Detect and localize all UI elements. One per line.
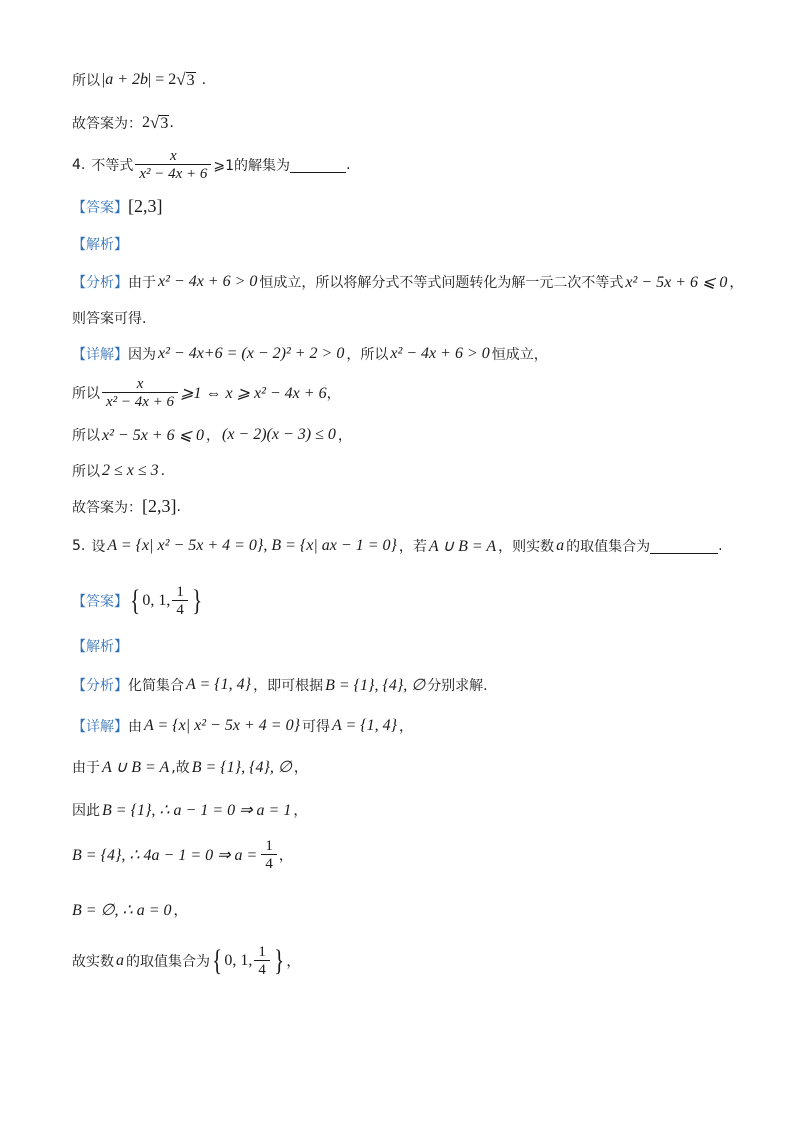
answer-tag: 【答案】 (72, 199, 128, 216)
step-4-3: 所以 2 ≤ x ≤ 3 . (72, 462, 166, 480)
fraction: $\frac{1}{4}$ (254, 944, 270, 978)
fraction: $\frac{1}{4}$ (261, 838, 277, 872)
analysis-5-heading: 【解析】 (72, 639, 128, 655)
step-5-2: 因此 B = {1}, ∴ a − 1 = 0 ⇒ a = 1 ， (72, 802, 308, 819)
analysis-4-cont: 则答案可得. (72, 311, 147, 327)
fraction: $\frac{1}{4}$ (172, 584, 188, 618)
step-5-3: B = {4}, ∴ 4a − 1 = 0 ⇒ a = $\frac{1}{4}$ ， (72, 838, 293, 872)
question-5: 5. 设 A = {x| x² − 5x + 4 = 0}, B = {x| ax − 1 = 0} ，若 A ∪ B = A ，则实数 a 的取值集合为 . (72, 537, 723, 555)
analysis-4-heading: 【解析】 (72, 237, 128, 253)
answer-blank (650, 539, 718, 554)
step-4-1: 所以 $\frac{x}{\text{x² − 4x + 6}}$ ⩾1 ⇔ x ⩾ x² − 4x + 6 ， (72, 376, 341, 410)
step-5-1: 由于 A ∪ B = A ,故 B = {1}, {4}, ∅ ， (72, 759, 308, 776)
line-answer-prev: 故答案为： 2 √ 3 . (72, 113, 174, 132)
step-4-2: 所以 x² − 5x + 6 ⩽ 0 ， (x − 2)(x − 3) ≤ 0 ， (72, 426, 352, 444)
detail-5: 【详解】 由 A = {x| x² − 5x + 4 = 0} 可得 A = {1, 4} ， (72, 717, 414, 735)
answer-blank (290, 158, 346, 173)
answer-5-final: 故实数 a 的取值集合为 { 0, 1, $\frac{1}{4}$ } ， (72, 944, 301, 978)
fraction: $\frac{x}{\text{x² − 4x + 6}}$ (135, 148, 211, 182)
analysis-5: 【分析】 化简集合 A = {1, 4} ，即可根据 B = {1}, {4}, ∅ 分别求解. (72, 676, 488, 694)
vector-expression: a + 2b (105, 71, 148, 88)
line-modulus-result: 所以 | a + 2b | = 2 √ 3 . (72, 70, 207, 89)
answer-4: 【答案】 [2,3] (72, 196, 163, 216)
answer-5: 【答案】 { 0, 1, $\frac{1}{4}$ } (72, 584, 203, 618)
step-5-4: B = ∅, ∴ a = 0 ， (72, 902, 188, 919)
detail-4: 【详解】 因为 x² − 4x+6 = (x − 2)² + 2 > 0 ，所以 x² − 4x + 6 > 0 恒成立， (72, 345, 548, 363)
question-4: 4. 不等式 $\frac{x}{\text{x² − 4x + 6}}$ ⩾1的解集为 . (72, 148, 351, 182)
analysis-4: 【分析】 由于 x² − 4x + 6 > 0 恒成立，所以将解分式不等式问题转化为解一元二次不等式 x² − 5x + 6 ⩽ 0 ， (72, 273, 744, 291)
fraction: $\frac{x}{\text{x² − 4x + 6}}$ (102, 376, 178, 410)
answer-4-final: 故答案为： [2,3] . (72, 496, 181, 516)
